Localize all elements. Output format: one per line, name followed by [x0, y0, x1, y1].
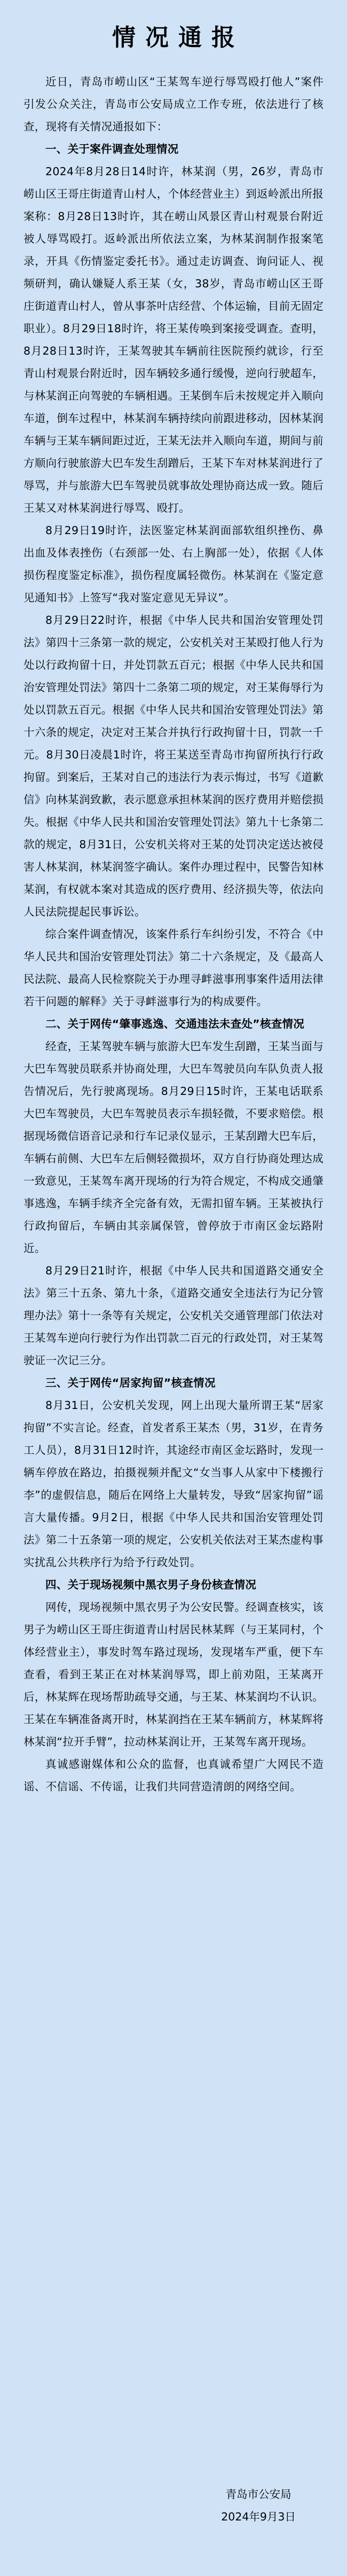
title-banner	[0, 0, 347, 71]
body-paragraph: 近日，青岛市崂山区“王某驾车逆行辱骂殴打他人”案件引发公众关注，青岛市公安局成立工作专班，依法进行了核查，现将有关情况通报如下：	[23, 75, 324, 133]
signature-block	[221, 2483, 296, 2528]
signature-date: 2024年9月3日	[221, 2510, 296, 2523]
signature-org: 青岛市公安局	[225, 2488, 291, 2501]
body-paragraph: 真诚感谢媒体和公众的监督，也真诚希望广大网民不造谣、不信谣、不传谣，让我们共同营造清朗的网络空间。	[23, 1758, 324, 1793]
body-paragraph: 8月29日21时许，根据《中华人民共和国道路交通安全法》第三十五条、第九十条，《道路交通安全违法行为记分管理办法》第十一条等有关规定，公安机关交通管理部门依法对王某驾车逆向行驶行为作出罚款二百元的行政处罚，对王某驾驶证一次记三分。	[23, 1264, 324, 1367]
notice-title: 情况通报	[112, 24, 245, 51]
section-heading: 四、关于现场视频中黑衣男子身份核查情况	[45, 1578, 257, 1591]
body-paragraph: 综合案件调查情况，该案件系行车纠纷引发，不符合《中华人民共和国治安管理处罚法》第二十六条规定，及《最高人民法院、最高人民检察院关于办理寻衅滋事刑事案件适用法律若干问题的解释》关于寻衅滋事行为的构成要件。	[23, 928, 324, 1008]
body-paragraph: 8月29日19时许，法医鉴定林某润面部软组织挫伤、鼻出血及体表挫伤（右颈部一处、右上胸部一处），依据《人体损伤程度鉴定标准》，损伤程度属轻微伤。林某润在《鉴定意见通知书》上签写“我对鉴定意见无异议”。	[23, 524, 324, 604]
section-heading: 二、关于网传“肇事逃逸、交通违法未查处”核查情况	[45, 1017, 305, 1030]
body-paragraph: 2024年8月28日14时许，林某润（男，26岁，青岛市崂山区王哥庄街道青山村人，个体经营业主）到返岭派出所报案称：8月28日13时许，其在崂山风景区青山村观景台附近被人辱骂殴打。返岭派出所依法立案，为林某润制作报案笔录，开具《伤情鉴定委托书》。通过走访调查、询问证人、视频研判，确认嫌疑人系王某（女，38岁，青岛市崂山区王哥庄街道青山村人，曾从事茶叶店经营、个体运输，目前无固定职业）。8月29日18时许，将王某传唤到案接受调查。查明，8月28日13时许，王某驾驶其车辆前往医院预约就诊，行至青山村观景台附近时，因车辆较多通行缓慢，逆向行驶超车，与林某润正向驾驶的车辆相遇。王某倒车后未按规定并入顺向车道，倒车过程中，林某润车辆持续向前跟进移动，因林某润车辆与王某车辆间距过近，王某无法并入顺向车道，期间与前方顺向行驶旅游大巴车发生刮蹭后，王某下车对林某润进行了辱骂，并与旅游大巴车驾驶员就事故处理协商达成一致。随后王某又对林某润进行辱骂、殴打。	[23, 165, 324, 514]
body-paragraph: 经查，王某驾驶车辆与旅游大巴车发生刮蹭，王某当面与大巴车驾驶员联系并协商处理，大巴车驾驶员向车队负责人报告情况后，先行驶离现场。8月29日15时许，王某电话联系大巴车驾驶员，大巴车驾驶员表示车损轻微，不要求赔偿。根据现场微信语音记录和行车记录仪显示，王某刮蹭大巴车后，车辆右前侧、大巴车左后侧轻微损坏，双方自行协商处理达成一致意见，王某驾车离开现场的行为符合规定，不构成交通肇事逃逸，车辆手续齐全完备有效，无需扣留车辆。王某被执行行政拘留后，车辆由其亲属保管，曾停放于市南区金坛路附近。	[23, 1040, 324, 1255]
body-paragraph: 网传，现场视频中黑衣男子为公安民警。经调查核实，该男子为崂山区王哥庄街道青山村居民林某辉（与王某同村，个体经营业主），事发时驾车路过现场，发现堵车严重，便下车查看，看到王某正在对林某润辱骂，即上前劝阻，王某离开后，林某辉在现场帮助疏导交通，与王某、林某润均不认识。王某在车辆准备离开时，林某润挡在王某车辆前方，林某辉将林某润“拉开手臂”，拉动林某润让开，王某驾车离开现场。	[23, 1601, 324, 1748]
notice-body	[0, 71, 347, 1798]
section-heading: 三、关于网传“居家拘留”核查情况	[45, 1376, 216, 1389]
body-paragraph: 8月29日22时许，根据《中华人民共和国治安管理处罚法》第四十三条第一款的规定，公安机关对王某殴打他人行为处以行政拘留十日，并处罚款五百元；根据《中华人民共和国治安管理处罚法》第四十二条第二项的规定，对王某侮辱行为处以罚款五百元。根据《中华人民共和国治安管理处罚法》第十六条的规定，决定对王某合并执行行政拘留十日，罚款一千元。8月30日凌晨1时许，将王某送至青岛市拘留所执行行政拘留。到案后，王某对自己的违法行为表示悔过，书写《道歉信》向林某润致歉，表示愿意承担林某润的医疗费用并赔偿损失。根据《中华人民共和国治安管理处罚法》第九十七条第二款的规定，8月31日，公安机关将对王某的处罚决定送达被侵害人林某润，林某润签字确认。案件办理过程中，民警告知林某润，有权就本案对其造成的医疗费用、经济损失等，依法向人民法院提起民事诉讼。	[23, 614, 324, 918]
section-heading: 一、关于案件调查处理情况	[45, 143, 179, 155]
body-paragraph: 8月31日，公安机关发现，网上出现大量所谓王某“居家拘留”不实言论。经查，首发者系王某杰（男，31岁，在青务工人员），8月31日12时许，其途经市南区金坛路时，发现一辆车停放在路边，拍摄视频并配文“女当事人从家中下楼搬行李”的虚假信息，随后在网络上大量转发，导致“居家拘留”谣言大量传播。9月2日，根据《中华人民共和国治安管理处罚法》第二十五条第一项的规定，公安机关依法对王某杰虚构事实扰乱公共秩序行为给予行政处罚。	[23, 1399, 324, 1569]
